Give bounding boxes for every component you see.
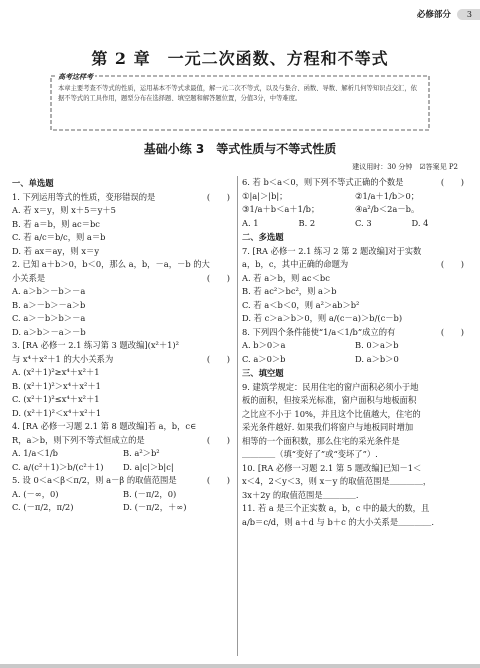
question-text: 5. 设 0＜a＜β＜π/2，则 a－β 的取值范围是 xyxy=(12,475,177,485)
question-text: 2. 已知 a＋b＞0，b＜0，那么 a，b，－a，－b 的大 xyxy=(12,259,210,269)
question-continuation xyxy=(12,434,234,448)
question-text: 4. [RA 必修一习题 2.1 第 8 题改编]若 a，b，c∈ xyxy=(12,421,197,431)
question-continuation xyxy=(242,435,468,449)
answer-bracket: ( ) xyxy=(440,177,464,187)
option: C. (x²＋1)²≤x⁴＋x²＋1 xyxy=(12,394,100,404)
question-text: R，a＞b，则下列不等式恒成立的是 xyxy=(12,434,145,445)
question-text: 相等的一个面积数，那么住宅的采光条件是 xyxy=(242,435,400,446)
answer-bracket: ( ) xyxy=(440,326,464,337)
chapter-title: 第 2 章 一元二次函数、方程和不等式 xyxy=(91,49,389,68)
question-continuation xyxy=(242,258,468,272)
column-divider xyxy=(237,176,238,656)
answer-bracket: ( ) xyxy=(206,475,230,485)
option: A. 若 a＞b，则 ac＜bc xyxy=(242,272,330,283)
option: B. (－π/2，0) xyxy=(123,488,177,499)
question-line xyxy=(12,258,234,272)
option: A. 1/a＜1/b xyxy=(12,448,58,458)
question-text: x＜4，2＜y＜3，则 x－y 的取值范围是＿＿＿＿， xyxy=(242,476,432,486)
section-heading: 三、填空题 xyxy=(242,368,284,378)
question-text: 9. 建筑学规定：民用住宅的窗户面积必须小于地 xyxy=(242,381,419,392)
question-line xyxy=(242,245,468,259)
option: A. a＞b＞－b＞－a xyxy=(12,286,86,296)
option-pair xyxy=(12,501,234,515)
option-pair xyxy=(12,447,234,461)
question-continuation xyxy=(12,272,234,286)
option: D. a＞b＞0 xyxy=(355,353,399,364)
time-and-answer-hint: 建议用时：30 分钟 ☑答案见 P2 xyxy=(352,163,458,171)
question-text: ＿＿＿＿（填“变好了”或“变坏了”）. xyxy=(242,449,378,459)
answer-bracket: ( ) xyxy=(206,272,230,283)
option: B. 若 a＝b，则 ac＝bc xyxy=(12,218,100,229)
answer-bracket: ( ) xyxy=(206,353,230,364)
question-text: 3x＋2y 的取值范围是＿＿＿＿. xyxy=(242,489,359,500)
option: D. a|c|＞b|c| xyxy=(123,461,174,472)
option: D. 若 ax＝ay，则 x＝y xyxy=(12,245,100,256)
option: B. 若 ac²＞bc²，则 a＞b xyxy=(242,286,337,296)
page-number: 3 xyxy=(457,9,480,20)
question-continuation xyxy=(242,516,468,530)
option-pair xyxy=(12,488,234,502)
section-heading: 二、多选题 xyxy=(242,232,284,242)
option-pair xyxy=(12,461,234,475)
option-row xyxy=(242,217,468,231)
left-column xyxy=(12,176,234,515)
option-pair xyxy=(242,190,468,204)
page-header xyxy=(417,6,480,22)
option: ③1/a＋b＜a＋1/b； xyxy=(242,204,320,214)
question-continuation xyxy=(242,421,468,435)
section-heading: 一、单选题 xyxy=(12,178,54,188)
option: ②1/a＋1/b＞0； xyxy=(355,190,420,201)
question-text: 8. 下列四个条件能使“1/a＜1/b”成立的有 xyxy=(242,326,396,337)
question-line xyxy=(242,502,468,516)
bottom-rule xyxy=(0,664,480,668)
question-continuation xyxy=(242,448,468,462)
question-line xyxy=(12,474,234,488)
option: C. a＞0＞b xyxy=(242,353,286,364)
section-title: 基础小练 3 等式性质与不等式性质 xyxy=(143,142,337,156)
question-continuation xyxy=(12,353,234,367)
question-text: 与 x⁴＋x²＋1 的大小关系为 xyxy=(12,353,114,364)
option: A. b＞0＞a xyxy=(242,340,286,350)
option: D. 4 xyxy=(411,217,429,228)
question-text: 小关系是 xyxy=(12,272,46,283)
question-line xyxy=(242,462,468,476)
question-line xyxy=(12,339,234,353)
option: B. (x²＋1)²＞x⁴＋x²＋1 xyxy=(12,380,101,391)
option: D. (x²＋1)²＜x⁴＋x²＋1 xyxy=(12,407,102,418)
option: C. a＞－b＞b＞－a xyxy=(12,313,86,323)
question-text: 板的面积，但按采光标准，窗户面积与地板面积 xyxy=(242,395,417,405)
exam-note-box xyxy=(50,70,430,132)
option: ④a²/b＜2a－b。 xyxy=(355,204,420,214)
option: C. 若 a＜b＜0，则 a²＞ab＞b² xyxy=(242,299,360,310)
question-text: 11. 若 a 是三个正实数 a，b，c 中的最大的数，且 xyxy=(242,503,430,513)
question-text: 之比应不小于 10%，并且这个比值越大，住宅的 xyxy=(242,408,421,419)
section-name: 必修部分 xyxy=(416,10,451,20)
note-title: 高考这样考 xyxy=(58,72,93,81)
option: B. a²＞b² xyxy=(123,448,160,458)
question-line xyxy=(242,176,468,190)
option: D. 若 c＞a＞b＞0，则 a/(c－a)＞b/(c－b) xyxy=(242,313,403,323)
question-text: a/b＝c/d，则 a＋d 与 b＋c 的大小关系是＿＿＿＿. xyxy=(242,516,434,527)
question-continuation xyxy=(242,394,468,408)
answer-bracket: ( ) xyxy=(206,434,230,445)
option: C. a/(c²＋1)＞b/(c²＋1) xyxy=(12,461,104,472)
option: D. a＞b＞－a＞－b xyxy=(12,326,86,337)
question-line xyxy=(12,191,234,205)
question-text: 7. [RA 必修一 2.1 练习 2 第 2 题改编]对于实数 xyxy=(242,245,422,256)
option-pair xyxy=(242,353,468,367)
question-text: 10. [RA 必修一习题 2.1 第 5 题改编]已知－1＜ xyxy=(242,462,422,473)
question-line xyxy=(242,381,468,395)
option: A. (x²＋1)²≥x⁴＋x²＋1 xyxy=(12,367,100,377)
option: A. 若 x＝y，则 x＋5＝y＋5 xyxy=(12,205,116,215)
note-text: 本章主要考查不等式的性质，运用基本不等式求最值，解一元二次不等式，以及与集合、函数、导数、解析几何等知识点交汇，依据不等式的工具作用，题型分布在选择题、填空题和解答题位置，分值3分，中等难度。 xyxy=(58,85,417,102)
question-line xyxy=(12,420,234,434)
question-text: 6. 若 b＜a＜0，则下列不等式正确的个数是 xyxy=(242,177,404,187)
option: C. 若 a/c＝b/c，则 a＝b xyxy=(12,232,106,242)
question-continuation xyxy=(242,408,468,422)
option: D. (－π/2，＋∞) xyxy=(123,502,187,512)
option-pair xyxy=(242,203,468,217)
option: A. (－∞，0) xyxy=(12,488,59,499)
question-continuation xyxy=(242,475,468,489)
option: C. 3 xyxy=(355,217,372,228)
question-text: 采光条件越好. 如果我们将窗户与地板同时增加 xyxy=(242,422,414,432)
option: B. 0＞a＞b xyxy=(355,340,399,350)
option: ①|a|＞|b|； xyxy=(242,190,288,201)
question-text: a，b，c，其中正确的命题为 xyxy=(242,259,349,269)
right-column xyxy=(242,176,468,529)
answer-bracket: ( ) xyxy=(206,191,230,202)
question-line xyxy=(242,326,468,340)
option-pair xyxy=(242,339,468,353)
option: B. a＞－b＞－a＞b xyxy=(12,299,86,310)
question-text: 1. 下列运用等式的性质，变形错误的是 xyxy=(12,191,156,202)
option: C. (－π/2，π/2) xyxy=(12,502,74,512)
option: B. 2 xyxy=(298,217,316,228)
question-text: 3. [RA 必修一 2.1 练习第 3 题改编](x²＋1)² xyxy=(12,340,179,350)
option: A. 1 xyxy=(242,217,259,228)
question-continuation xyxy=(242,489,468,503)
answer-bracket: ( ) xyxy=(440,259,464,269)
